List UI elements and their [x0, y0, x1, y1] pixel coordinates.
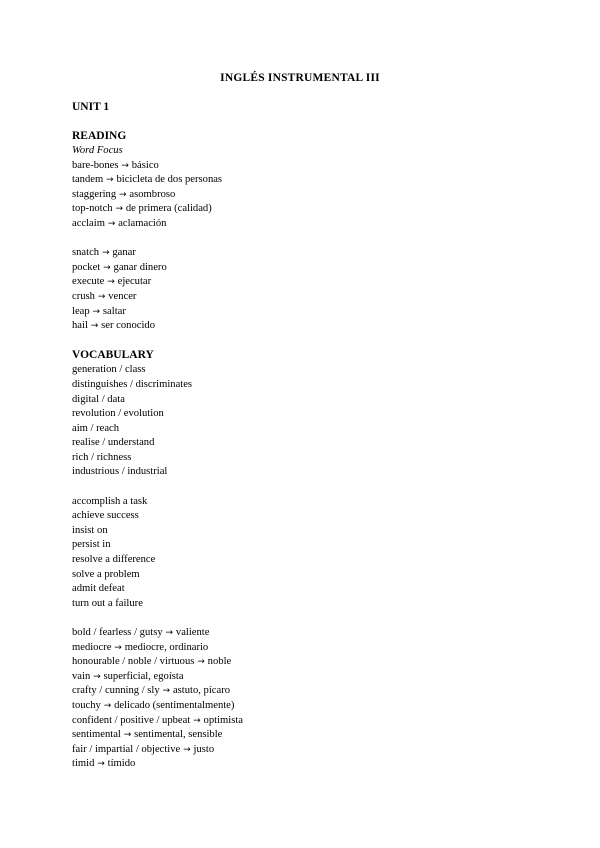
collocation-item: accomplish a task [72, 495, 148, 507]
glossary-entry [72, 641, 532, 656]
entry-term: fair / impartial / objective [72, 743, 181, 755]
entry-meaning: superficial, egoísta [103, 670, 184, 682]
entry-term: vain [72, 670, 91, 682]
right-arrow-icon: → [87, 321, 102, 332]
entry-term: acclaim [72, 217, 105, 229]
glossary-entry [72, 728, 532, 743]
entry-meaning: aclamación [118, 217, 167, 229]
word-pair-item: distinguishes / discriminates [72, 378, 193, 390]
glossary-entry [72, 655, 532, 670]
right-arrow-icon: → [190, 715, 204, 726]
entry-term: crafty / cunning / sly [72, 685, 160, 697]
right-arrow-icon: → [118, 160, 132, 171]
collocation-item: admit defeat [72, 583, 125, 595]
entry-meaning: básico [131, 159, 159, 171]
entry-meaning: astuto, pícaro [172, 685, 231, 697]
entry-meaning: ganar dinero [113, 261, 167, 273]
glossary-entry [72, 261, 532, 276]
right-arrow-icon: → [103, 175, 117, 186]
right-arrow-icon: → [116, 189, 130, 200]
entry-term: hail [72, 320, 88, 332]
collocation-item: achieve success [72, 510, 139, 522]
glossary-entry [72, 217, 532, 232]
right-arrow-icon: → [120, 730, 135, 741]
word-pair-item: digital / data [72, 393, 125, 405]
entry-term: execute [72, 276, 105, 288]
entry-term: staggering [72, 188, 117, 200]
right-arrow-icon: → [111, 642, 125, 653]
glossary-entry [72, 670, 532, 685]
entry-term: crush [72, 290, 95, 302]
vocabulary-heading: VOCABULARY [72, 349, 154, 362]
entry-meaning: sentimental, sensible [134, 729, 223, 741]
collocation-item: resolve a difference [72, 554, 156, 566]
collocation-item: persist in [72, 539, 111, 551]
right-arrow-icon: → [94, 291, 109, 302]
collocation-item: insist on [72, 524, 108, 536]
glossary-entry [72, 757, 532, 772]
entry-meaning: bicicleta de dos personas [116, 174, 223, 186]
entry-term: mediocre [72, 641, 112, 653]
reading-section [72, 129, 532, 348]
document-body [72, 100, 532, 772]
glossary-entry [72, 305, 532, 320]
word-pair-item: revolution / evolution [72, 408, 164, 420]
right-arrow-icon: → [99, 248, 113, 259]
right-arrow-icon: → [90, 671, 104, 682]
entry-term: bare-bones [72, 159, 119, 171]
entry-meaning: ser conocido [101, 320, 155, 332]
glossary-entry [72, 188, 532, 203]
collocations-list [72, 495, 532, 612]
word-focus-list-1 [72, 159, 532, 232]
entry-meaning: de primera (calidad) [125, 203, 212, 215]
entry-meaning: saltar [102, 305, 126, 317]
entry-meaning: mediocre, ordinario [124, 641, 209, 653]
reading-heading: READING [72, 130, 127, 142]
right-arrow-icon: → [180, 744, 194, 755]
right-arrow-icon: → [162, 628, 176, 638]
right-arrow-icon: → [159, 686, 173, 697]
word-pair-item: realise / understand [72, 437, 155, 449]
entry-meaning: ejecutar [117, 276, 152, 288]
collocation-item: solve a problem [72, 568, 140, 580]
word-focus-subheading: Word Focus [72, 145, 123, 156]
entry-term: top-notch [72, 203, 113, 215]
word-pair-item: industrious / industrial [72, 466, 168, 478]
right-arrow-icon: → [100, 262, 114, 273]
glossary-entry [72, 173, 532, 188]
entry-meaning: noble [207, 656, 232, 668]
glossary-entry [72, 743, 532, 758]
glossary-entry [72, 246, 532, 261]
glossary-entry [72, 699, 532, 714]
right-arrow-icon: → [112, 204, 126, 215]
entry-term: tandem [72, 174, 104, 186]
vocabulary-section [72, 348, 532, 772]
word-pair-item: aim / reach [72, 422, 120, 434]
glossary-entry [72, 159, 532, 174]
entry-meaning: optimista [203, 714, 243, 726]
spacer [72, 611, 532, 626]
glossary-entry [72, 714, 532, 729]
entry-meaning: tímido [107, 758, 136, 770]
entry-term: snatch [72, 247, 100, 259]
entry-meaning: valiente [175, 627, 210, 638]
right-arrow-icon: → [104, 218, 119, 229]
spacer [72, 480, 532, 495]
right-arrow-icon: → [94, 759, 108, 770]
entry-term: touchy [72, 699, 101, 711]
entry-term: leap [72, 305, 90, 317]
entry-meaning: asombroso [129, 188, 176, 200]
word-pairs-list [72, 363, 532, 480]
entry-term: honourable / noble / virtuous [72, 656, 195, 668]
glossary-entry [72, 275, 532, 290]
glossary-entry [72, 684, 532, 699]
entry-term: pocket [72, 261, 101, 273]
glossary-entry [72, 290, 532, 305]
glossary-entry [72, 202, 532, 217]
entry-meaning: delicado (sentimentalmente) [114, 699, 235, 711]
spacer [72, 334, 532, 349]
collocation-item: turn out a failure [72, 597, 143, 609]
word-pair-item: generation / class [72, 364, 146, 376]
entry-meaning: justo [193, 743, 215, 755]
right-arrow-icon: → [194, 657, 208, 668]
word-focus-list-2 [72, 246, 532, 334]
entry-meaning: vencer [108, 290, 137, 302]
entry-meaning: ganar [112, 247, 136, 259]
entry-term: bold / fearless / gutsy [72, 627, 163, 638]
unit-heading: UNIT 1 [72, 101, 110, 113]
right-arrow-icon: → [104, 277, 118, 288]
entry-term: timid [72, 758, 95, 770]
entry-term: sentimental [72, 729, 121, 741]
right-arrow-icon: → [89, 306, 103, 317]
right-arrow-icon: → [100, 700, 115, 711]
glossary-entry [72, 319, 532, 334]
entry-term: confident / positive / upbeat [72, 714, 191, 726]
adjectives-list [72, 626, 532, 772]
word-pair-item: rich / richness [72, 451, 132, 463]
glossary-entry [72, 626, 532, 641]
spacer [72, 232, 532, 247]
document-title: INGLÉS INSTRUMENTAL III [220, 72, 380, 84]
